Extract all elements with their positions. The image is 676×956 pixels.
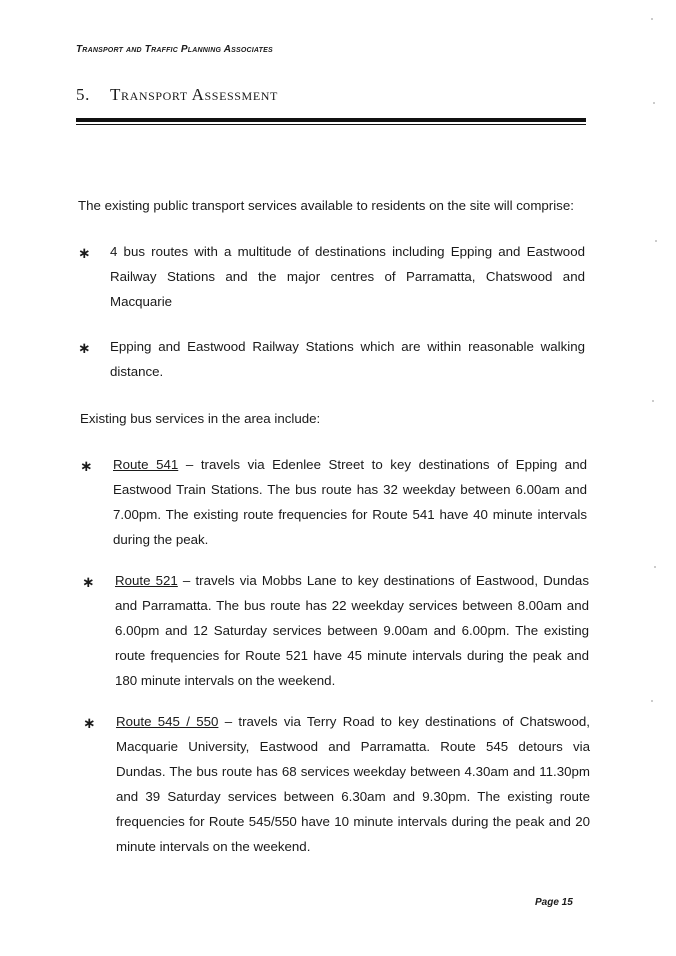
route-description: – travels via Terry Road to key destinations of Chatswood, Macquarie University, Eastwood and Parramatta. Route 545 detours via Dundas. The bus route has 68 services weekday between 4.30am and 11.30pm and 39 Saturday services between 6.30am and 9.30pm. The existing route frequencies for Route 545/550 have 10 minute intervals during the peak and 20 minute intervals on the weekend. [116,714,590,854]
route-name: Route 541 [113,457,179,472]
route-text [115,568,589,693]
bullet-star-icon: ∗ [82,574,95,591]
bullet-star-icon: ∗ [80,458,93,475]
heading-rule-thick [76,118,586,122]
route-bullet [83,709,603,859]
bullet-star-icon: ∗ [78,340,91,357]
route-text [116,709,590,859]
bullet-star-icon: ∗ [78,245,91,262]
scan-speck [652,400,654,402]
section-title: Transport Assessment [110,85,278,104]
summary-bullet-text: 4 bus routes with a multitude of destinations including Epping and Eastwood Railway Stations and the major centres of Parramatta, Chatswood and Macquarie [110,244,585,309]
services-intro-paragraph: Existing bus services in the area include: [80,411,321,426]
route-bullet [80,452,600,552]
route-name: Route 545 / 550 [116,714,219,729]
heading-rule-thin [76,124,586,125]
route-text [113,452,587,552]
route-name: Route 521 [115,573,178,588]
intro-paragraph: The existing public transport services available to residents on the site will comprise: [78,198,574,213]
page-number: Page 15 [535,897,573,908]
scan-speck [653,102,655,104]
bullet-star-icon: ∗ [83,715,96,732]
route-description: – travels via Edenlee Street to key destinations of Epping and Eastwood Train Stations. The bus route has 32 weekday between 6.00am and 7.00pm. The existing route frequencies for Route 541 have 40 minute intervals during the peak. [113,457,587,547]
summary-bullet-text: Epping and Eastwood Railway Stations which are within reasonable walking distance. [110,339,585,379]
running-header: Transport and Traffic Planning Associates [76,44,273,55]
section-number: 5. [76,85,90,104]
scan-speck [651,700,653,702]
route-description: – travels via Mobbs Lane to key destinations of Eastwood, Dundas and Parramatta. The bus route has 22 weekday services between 8.00am and 6.00pm and 12 Saturday services between 9.00am and 6.00pm. The existing route frequencies for Route 521 have 45 minute intervals during the peak and 180 minute intervals on the weekend. [115,573,589,688]
summary-bullet [78,239,598,319]
scan-speck [654,566,656,568]
route-bullet [82,568,602,693]
scan-speck [651,18,653,20]
summary-bullet [78,334,598,386]
scan-speck [655,240,657,242]
section-heading [76,85,278,105]
